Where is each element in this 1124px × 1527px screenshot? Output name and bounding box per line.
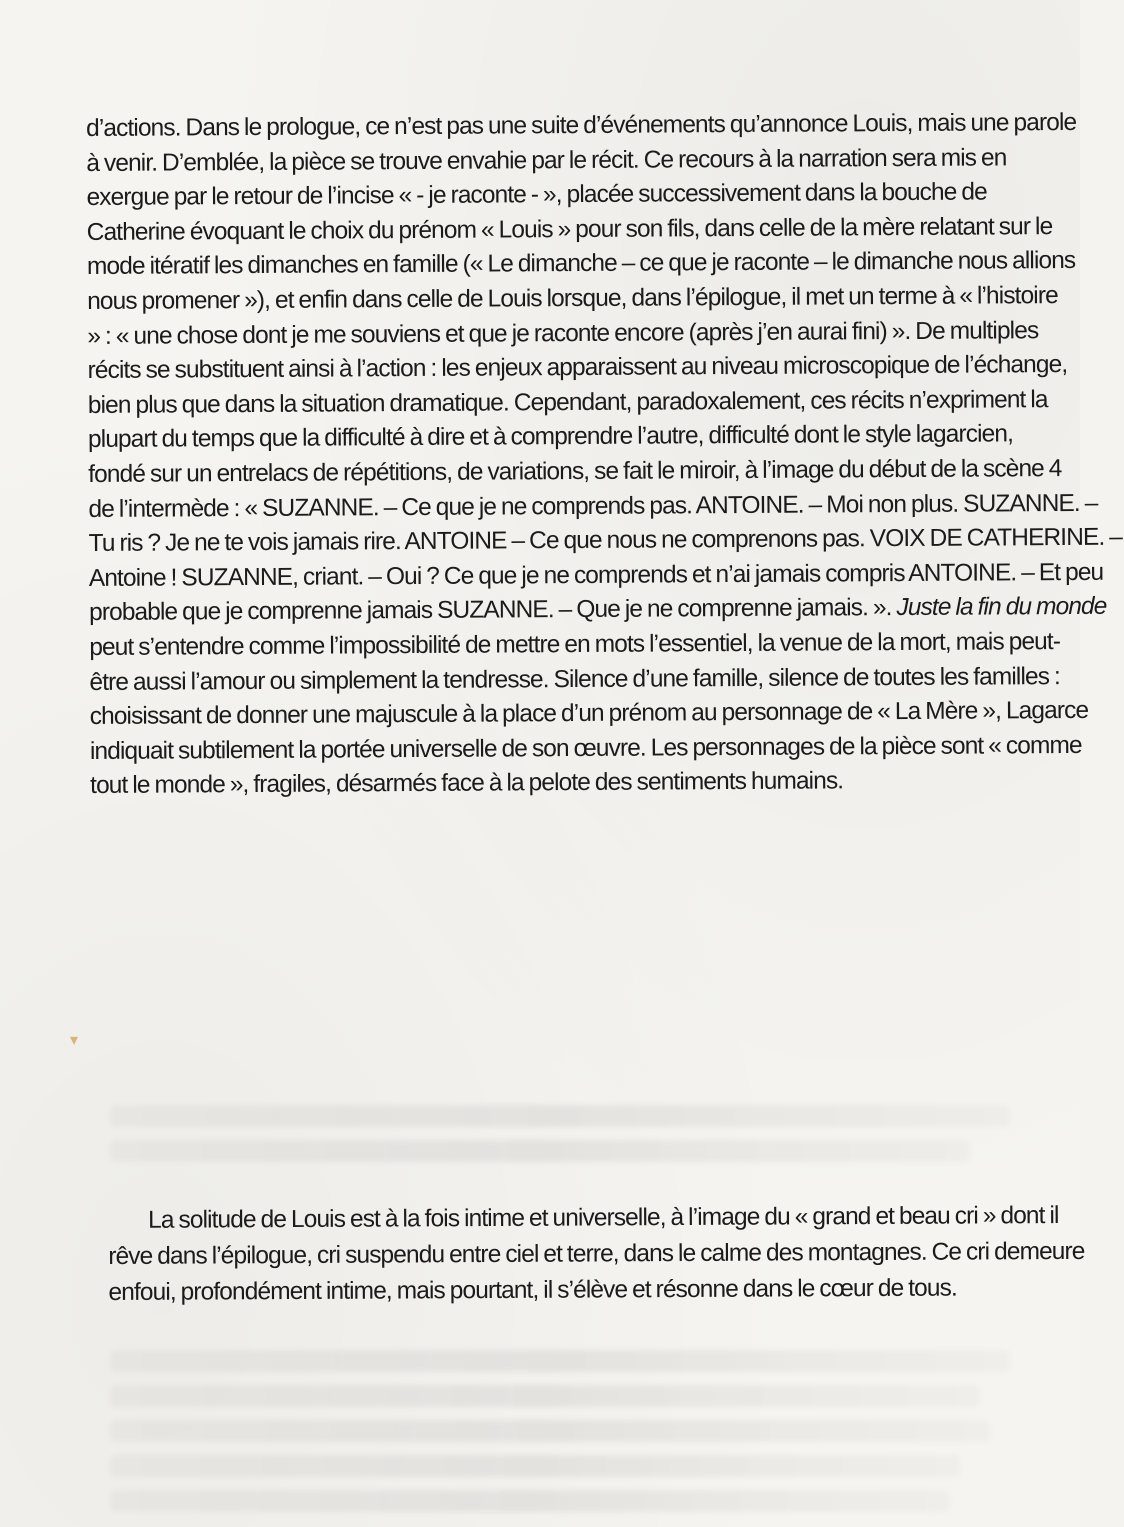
bleed-through-shadow <box>110 1105 1010 1127</box>
bleed-through-shadow <box>110 1420 990 1442</box>
play-title: Juste la fin du monde <box>896 593 1107 622</box>
text-line: à venir. D’emblée, la pièce se trouve envahie par le récit. Ce recours à la narration sera mis en <box>86 143 1007 177</box>
text-line: enfoui, profondément intime, mais pourtant, il s’élève et résonne dans le cœur de tous. <box>108 1274 957 1306</box>
text-line: récits se substituent ainsi à l’action : les enjeux apparaissent au niveau microscopique de l’échange, <box>87 351 1068 385</box>
bleed-through-shadow <box>110 1350 1010 1372</box>
text-line: Antoine ! SUZANNE, criant. – Oui ? Ce que je ne comprends et n’ai jamais compris ANTOINE. – Et peu <box>88 558 1104 592</box>
text-line: fondé sur un entrelacs de répétitions, de variations, se fait le miroir, à l’image du début de la scène 4 <box>88 454 1062 488</box>
text-line: » : « une chose dont je me souviens et que je raconte encore (après j’en aurai fini) ». De multiples <box>87 316 1039 350</box>
text-line: choisissant de donner une majuscule à la place d’un prénom au personnage de « La Mère », Lagarce <box>89 696 1089 731</box>
text-line: plupart du temps que la difficulté à dire et à comprendre l’autre, difficulté dont le style lagarcien, <box>87 420 1014 454</box>
text-line: être aussi l’amour ou simplement la tendresse. Silence d’une famille, silence de toutes les familles : <box>89 662 1060 696</box>
text-line: exergue par le retour de l’incise « - je raconte - », placée successivement dans la bouche de <box>86 178 987 212</box>
text-line: nous promener »), et enfin dans celle de Louis lorsque, dans l’épilogue, il met un terme à « l’histoire <box>87 282 1058 315</box>
margin-mark-icon: ▾ <box>70 1032 79 1049</box>
paragraph-1 <box>86 106 1123 804</box>
text-line: indiquait subtilement la portée universelle de son œuvre. Les personnages de la pièce sont « comme <box>89 731 1082 765</box>
text-line <box>88 591 1107 631</box>
text-line: rêve dans l’épilogue, cri suspendu entre ciel et terre, dans le calme des montagnes. Ce cri demeure <box>108 1237 1085 1270</box>
text-line: tout le monde », fragiles, désarmés face à la pelote des sentiments humains. <box>90 767 844 800</box>
text-line: peut s’entendre comme l’impossibilité de mettre en mots l’essentiel, la venue de la mort, mais peut- <box>89 627 1061 661</box>
bleed-through-shadow <box>110 1455 960 1477</box>
text-line: Tu ris ? Je ne te vois jamais rire. ANTOINE – Ce que nous ne comprenons pas. VOIX DE CATHERINE. – <box>88 523 1123 558</box>
text-line: La solitude de Louis est à la fois intime et universelle, à l’image du « grand et beau cri » dont il <box>148 1202 1059 1234</box>
text-segment: probable que je comprenne jamais SUZANNE. – Que je ne comprenne jamais. ». <box>88 594 892 627</box>
bleed-through-shadow <box>110 1490 950 1512</box>
text-line: Catherine évoquant le choix du prénom « Louis » pour son fils, dans celle de la mère relatant sur le <box>86 212 1053 246</box>
text-line: d’actions. Dans le prologue, ce n’est pas une suite d’événements qu’annonce Louis, mais une parole <box>86 108 1077 142</box>
bleed-through-shadow <box>110 1140 970 1162</box>
bleed-through-shadow <box>110 1385 980 1407</box>
text-line: bien plus que dans la situation dramatique. Cependant, paradoxalement, ces récits n’expriment la <box>87 385 1048 419</box>
text-line: mode itératif les dimanches en famille (« Le dimanche – ce que je raconte – le dimanche nous allions <box>86 247 1076 281</box>
text-line: de l’intermède : « SUZANNE. – Ce que je ne comprends pas. ANTOINE. – Moi non plus. SUZANNE. – <box>88 489 1098 523</box>
paragraph-2 <box>108 1198 1085 1311</box>
